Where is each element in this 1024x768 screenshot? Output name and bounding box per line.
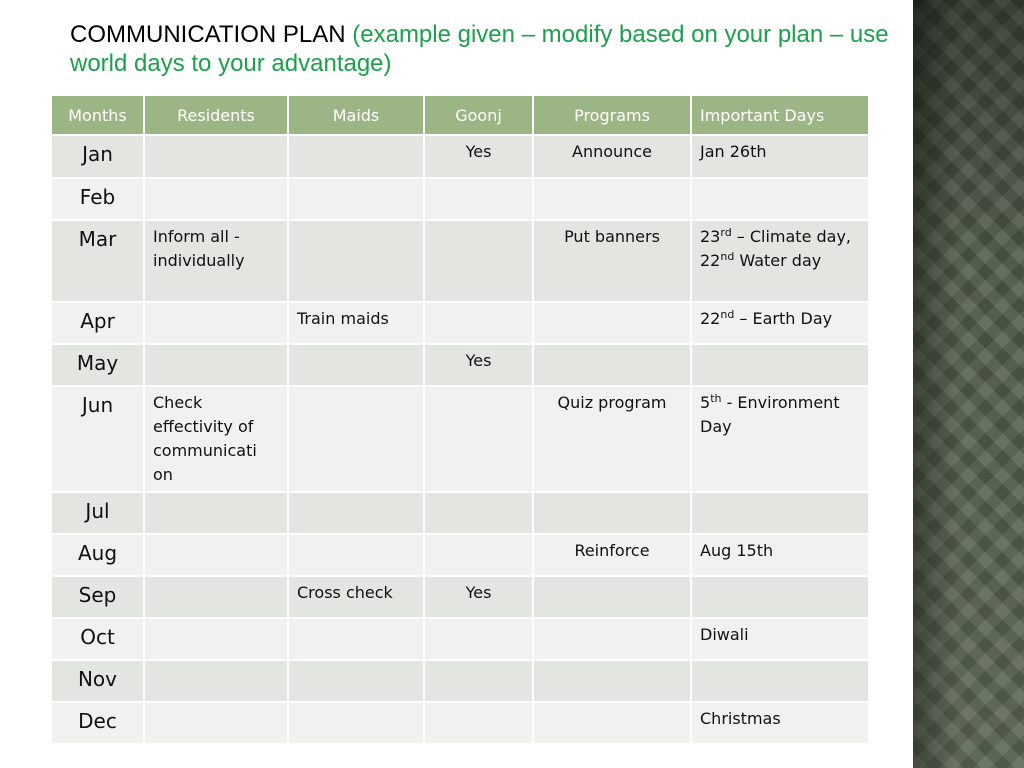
cell-maids (289, 345, 423, 385)
cell-important-days (692, 387, 868, 491)
cell-important-days: Jan 26th (692, 136, 868, 177)
cell-goonj: Yes (425, 577, 532, 617)
cell-month: Mar (52, 221, 143, 301)
decorative-side-panel (913, 0, 1024, 768)
table-row (52, 179, 868, 219)
cell-programs (534, 703, 690, 743)
table-row (52, 303, 868, 343)
cell-month: Aug (52, 535, 143, 575)
cell-month: Apr (52, 303, 143, 343)
cell-goonj (425, 387, 532, 491)
table-row (52, 345, 868, 385)
title-note: (example given – modify based on your plan – use world days to your advantage) (70, 21, 889, 77)
cell-important-days (692, 493, 868, 533)
days-text: – Climate day, 22 (700, 227, 852, 270)
days-text: 22 (700, 309, 721, 328)
cell-residents (145, 493, 287, 533)
cell-residents (145, 303, 287, 343)
cell-important-days (692, 345, 868, 385)
cell-residents: Inform all - individually (145, 221, 287, 301)
cell-month: Dec (52, 703, 143, 743)
cell-programs (534, 619, 690, 659)
cell-maids (289, 387, 423, 491)
table-row (52, 577, 868, 617)
cell-maids (289, 493, 423, 533)
days-ordinal: nd (720, 308, 735, 321)
cell-residents (145, 179, 287, 219)
header-maids: Maids (289, 96, 423, 134)
days-text: - Environment Day (700, 393, 840, 436)
cell-goonj (425, 221, 532, 301)
cell-important-days: Aug 15th (692, 535, 868, 575)
days-ordinal: rd (720, 226, 732, 239)
title-main: COMMUNICATION PLAN (70, 21, 346, 48)
cell-month: Jul (52, 493, 143, 533)
cell-maids (289, 703, 423, 743)
header-months: Months (52, 96, 143, 134)
cell-programs: Announce (534, 136, 690, 177)
days-text: 5 (700, 393, 711, 412)
slide-title (70, 20, 890, 78)
cell-residents (145, 619, 287, 659)
header-goonj: Goonj (425, 96, 532, 134)
cell-goonj: Yes (425, 136, 532, 177)
cell-programs (534, 577, 690, 617)
table-row (52, 535, 868, 575)
cell-programs (534, 661, 690, 701)
cell-important-days: Diwali (692, 619, 868, 659)
header-programs: Programs (534, 96, 690, 134)
residents-line: Check (153, 393, 203, 412)
table-row (52, 493, 868, 533)
days-text: 23 (700, 227, 721, 246)
days-text: Water day (734, 251, 822, 270)
cell-programs (534, 493, 690, 533)
cell-important-days: Christmas (692, 703, 868, 743)
cell-maids (289, 179, 423, 219)
cell-maids (289, 619, 423, 659)
cell-goonj: Yes (425, 345, 532, 385)
cell-maids (289, 136, 423, 177)
cell-residents (145, 577, 287, 617)
table-row (52, 221, 868, 301)
cell-residents (145, 703, 287, 743)
residents-line: effectivity of (153, 417, 254, 436)
cell-month: May (52, 345, 143, 385)
residents-line: communicati (153, 441, 257, 460)
table-row (52, 387, 868, 491)
cell-month: Nov (52, 661, 143, 701)
cell-important-days (692, 221, 868, 301)
cell-programs (534, 303, 690, 343)
cell-maids: Cross check (289, 577, 423, 617)
residents-line: on (153, 465, 173, 484)
cell-programs: Quiz program (534, 387, 690, 491)
cell-goonj (425, 303, 532, 343)
table-row (52, 136, 868, 177)
cell-important-days (692, 179, 868, 219)
cell-programs: Put banners (534, 221, 690, 301)
cell-important-days (692, 303, 868, 343)
cell-programs (534, 179, 690, 219)
cell-goonj (425, 703, 532, 743)
header-residents: Residents (145, 96, 287, 134)
cell-residents (145, 661, 287, 701)
cell-goonj (425, 535, 532, 575)
cell-programs (534, 345, 690, 385)
cell-maids (289, 221, 423, 301)
table-row (52, 661, 868, 701)
cell-residents (145, 345, 287, 385)
communication-plan-table (50, 94, 870, 745)
cell-residents (145, 535, 287, 575)
cell-goonj (425, 661, 532, 701)
cell-residents (145, 136, 287, 177)
cell-residents (145, 387, 287, 491)
cell-important-days (692, 661, 868, 701)
days-ordinal: th (710, 392, 722, 405)
cell-maids (289, 661, 423, 701)
days-text: – Earth Day (734, 309, 833, 328)
header-important-days: Important Days (692, 96, 868, 134)
cell-goonj (425, 179, 532, 219)
cell-month: Sep (52, 577, 143, 617)
cell-goonj (425, 493, 532, 533)
table-row (52, 619, 868, 659)
table-header-row (52, 96, 868, 134)
cell-programs: Reinforce (534, 535, 690, 575)
cell-maids: Train maids (289, 303, 423, 343)
cell-month: Jan (52, 136, 143, 177)
cell-month: Jun (52, 387, 143, 491)
days-ordinal: nd (720, 250, 735, 263)
cell-month: Feb (52, 179, 143, 219)
cell-important-days (692, 577, 868, 617)
cell-maids (289, 535, 423, 575)
table-row (52, 703, 868, 743)
cell-month: Oct (52, 619, 143, 659)
cell-goonj (425, 619, 532, 659)
